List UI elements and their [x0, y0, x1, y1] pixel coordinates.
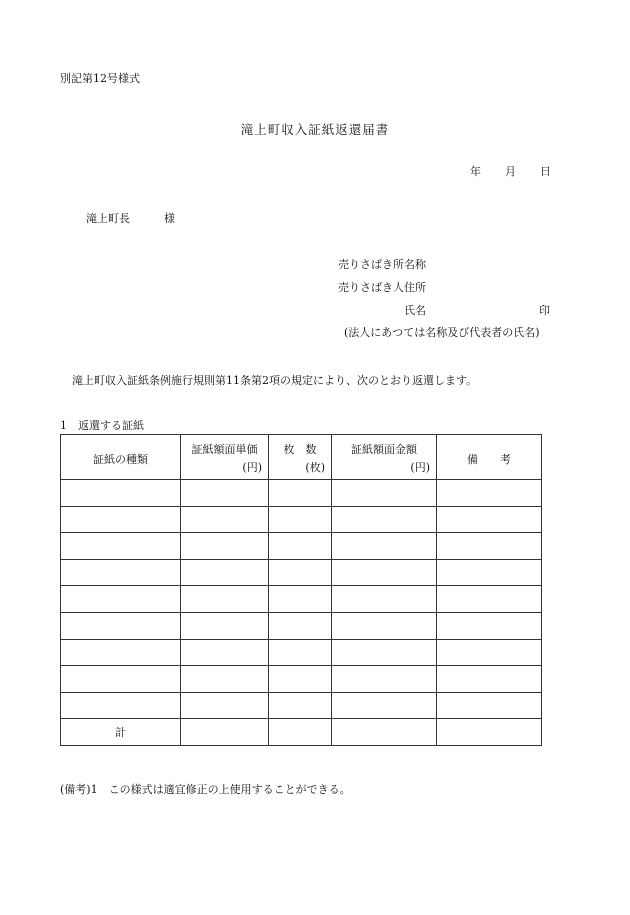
cell-remarks[interactable]	[437, 506, 542, 533]
cell-count[interactable]	[269, 586, 332, 613]
date-year: 年	[470, 165, 481, 178]
total-remarks[interactable]	[437, 719, 542, 746]
table-header-row	[61, 435, 542, 480]
date-month: 月	[505, 165, 516, 178]
cell-count[interactable]	[269, 506, 332, 533]
header-unit-price-unit: (円)	[242, 461, 262, 474]
table-row	[61, 612, 542, 639]
total-unit-price[interactable]	[181, 719, 269, 746]
cell-count[interactable]	[269, 480, 332, 507]
cell-amount[interactable]	[332, 586, 437, 613]
header-count: 枚 数 (枚)	[269, 435, 332, 480]
cell-remarks[interactable]	[437, 666, 542, 693]
seal-mark: 印	[539, 304, 550, 317]
header-amount: 証紙額面金額 (円)	[332, 435, 437, 480]
cell-unit-price[interactable]	[181, 612, 269, 639]
addressee-honorific: 様	[164, 212, 175, 225]
table-row	[61, 692, 542, 719]
total-count[interactable]	[269, 719, 332, 746]
cell-stamp-type[interactable]	[61, 480, 181, 507]
seller-person-label: 氏名	[404, 304, 426, 317]
addressee	[86, 210, 175, 226]
cell-amount[interactable]	[332, 612, 437, 639]
cell-stamp-type[interactable]	[61, 559, 181, 586]
cell-unit-price[interactable]	[181, 586, 269, 613]
cell-count[interactable]	[269, 612, 332, 639]
seller-person-line	[404, 302, 550, 318]
cell-unit-price[interactable]	[181, 480, 269, 507]
cell-stamp-type[interactable]	[61, 692, 181, 719]
body-text: 滝上町収入証紙条例施行規則第11条第2項の規定により、次のとおり返還します。	[72, 374, 478, 387]
cell-unit-price[interactable]	[181, 506, 269, 533]
total-label: 計	[61, 719, 181, 746]
cell-stamp-type[interactable]	[61, 639, 181, 666]
cell-amount[interactable]	[332, 480, 437, 507]
cell-amount[interactable]	[332, 533, 437, 560]
cell-stamp-type[interactable]	[61, 666, 181, 693]
seller-name-label: 売りさばき所名称	[338, 258, 426, 271]
remarks-note: (備考)1 この様式は適宜修正の上使用することができる。	[60, 783, 351, 796]
cell-amount[interactable]	[332, 692, 437, 719]
header-count-unit: (枚)	[305, 461, 325, 474]
header-amount-unit: (円)	[410, 461, 430, 474]
cell-count[interactable]	[269, 639, 332, 666]
table-row	[61, 533, 542, 560]
cell-remarks[interactable]	[437, 586, 542, 613]
cell-unit-price[interactable]	[181, 559, 269, 586]
total-amount[interactable]	[332, 719, 437, 746]
cell-remarks[interactable]	[437, 480, 542, 507]
cell-count[interactable]	[269, 533, 332, 560]
cell-remarks[interactable]	[437, 692, 542, 719]
cell-amount[interactable]	[332, 639, 437, 666]
addressee-name: 滝上町長	[86, 212, 130, 225]
header-stamp-type: 証紙の種類	[61, 435, 181, 480]
table-row	[61, 506, 542, 533]
stamp-return-table	[60, 434, 542, 746]
cell-unit-price[interactable]	[181, 533, 269, 560]
seller-address-label: 売りさばき人住所	[338, 281, 426, 294]
form-number: 別記第12号様式	[60, 72, 140, 85]
cell-count[interactable]	[269, 692, 332, 719]
section-heading: 1 返還する証紙	[60, 419, 144, 432]
cell-remarks[interactable]	[437, 639, 542, 666]
cell-remarks[interactable]	[437, 559, 542, 586]
cell-unit-price[interactable]	[181, 692, 269, 719]
cell-remarks[interactable]	[437, 533, 542, 560]
date-day: 日	[540, 165, 551, 178]
date-line	[470, 163, 551, 179]
cell-stamp-type[interactable]	[61, 612, 181, 639]
header-unit-price: 証紙額面単価 (円)	[181, 435, 269, 480]
cell-amount[interactable]	[332, 559, 437, 586]
table-row	[61, 639, 542, 666]
cell-count[interactable]	[269, 666, 332, 693]
cell-stamp-type[interactable]	[61, 506, 181, 533]
cell-remarks[interactable]	[437, 612, 542, 639]
cell-unit-price[interactable]	[181, 666, 269, 693]
cell-stamp-type[interactable]	[61, 586, 181, 613]
page-title: 滝上町収入証紙返還届書	[240, 122, 390, 137]
cell-unit-price[interactable]	[181, 639, 269, 666]
corporation-note: (法人にあつては名称及び代表者の氏名)	[344, 326, 540, 339]
table-row	[61, 586, 542, 613]
table-row	[61, 559, 542, 586]
table-row	[61, 666, 542, 693]
header-remarks: 備 考	[437, 435, 542, 480]
cell-amount[interactable]	[332, 506, 437, 533]
cell-stamp-type[interactable]	[61, 533, 181, 560]
table-total-row	[61, 719, 542, 746]
cell-amount[interactable]	[332, 666, 437, 693]
table-row	[61, 480, 542, 507]
cell-count[interactable]	[269, 559, 332, 586]
